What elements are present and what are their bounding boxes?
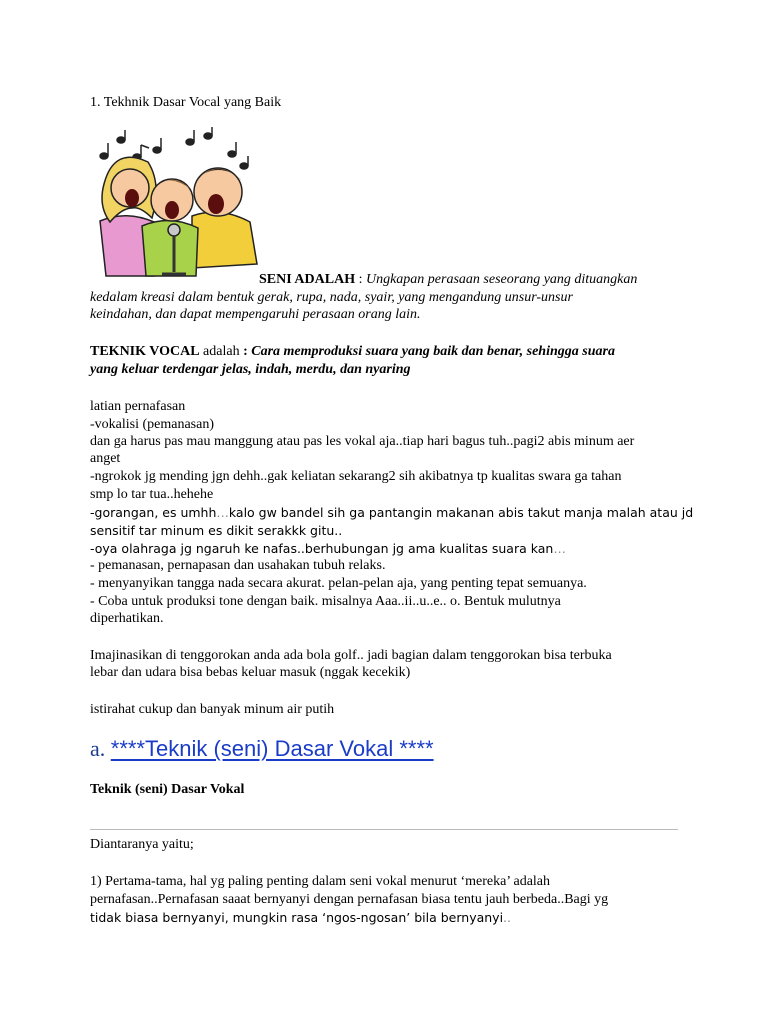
seni-label: SENI ADALAH [259,272,356,287]
tip-line [90,504,693,522]
tip-text: kalo gw bandel sih ga pantangin makanan abis takut manja malah atau jd [228,505,694,520]
ellipsis: … [553,541,566,556]
seni-line-3 [90,306,421,324]
tip-line: diperhatikan. [90,611,164,626]
ellipsis: … [216,505,229,520]
section-subheading [90,781,244,799]
singers-illustration [92,126,262,281]
tip-line [90,540,566,558]
teknik-colon: : [243,344,252,359]
paragraph-text: tidak biasa bernyanyi, mungkin rasa ‘ngos-ngosan’ bila bernyanyi [90,910,504,925]
tip-line: sensitif tar minum es dikit serakkk gitu.. [90,523,343,538]
tip-line: - Coba untuk produksi tone dengan baik. misalnya Aaa..ii..u..e.. o. Bentuk mulutnya [90,594,561,609]
seni-line-2 [90,289,573,307]
divider [90,829,678,830]
teknik-text-2: yang keluar terdengar jelas, indah, merdu, dan nyaring [90,362,411,377]
tip-line: - pemanasan, pernapasan dan usahakan tubuh relaks. [90,558,386,573]
seni-text-1: Ungkapan perasaan seseorang yang dituangkan [365,272,638,287]
page-title: 1. Tekhnik Dasar Vocal yang Baik [90,95,282,110]
seni-line-1 [259,271,637,289]
diantaranya-text: Diantaranya yaitu; [90,837,194,852]
teknik-line-2 [90,361,411,379]
paragraph-line: pernafasan..Pernafasan saaat bernyanyi dengan pernafasan biasa tentu jauh berbeda..Bagi yg [90,892,609,907]
teknik-label: TEKNIK VOCAL [90,344,200,359]
section-heading-link[interactable]: ****Teknik (seni) Dasar Vokal **** [110,736,434,761]
subheading-text: Teknik (seni) Dasar Vokal [90,782,245,797]
teknik-adalah: adalah [199,344,244,359]
teknik-text-1: Cara memproduksi suara yang baik dan benar, sehingga suara [251,344,615,359]
tip-line: lebar dan udara bisa bebas keluar masuk (nggak kecekik) [90,665,411,680]
tip-line: dan ga harus pas mau manggung atau pas les vokal aja..tiap hari bagus tuh..pagi2 abis minum aer [90,434,635,449]
tip-line: latian pernafasan [90,399,186,414]
ellipsis: .. [503,910,511,925]
tip-line: -ngrokok jg mending jgn dehh..gak keliatan sekarang2 sih akibatnya tp kualitas swara ga tahan [90,469,622,484]
tip-line: anget [90,451,121,466]
seni-colon: : [355,272,366,287]
paragraph-line [90,909,511,927]
teknik-line-1 [90,343,615,361]
paragraph-line: 1) Pertama-tama, hal yg paling penting dalam seni vokal menurut ‘mereka’ adalah [90,874,551,889]
seni-text-2: kedalam kreasi dalam bentuk gerak, rupa, nada, syair, yang mengandung unsur-unsur [90,290,573,305]
section-prefix: a. [90,736,111,761]
tip-line: istirahat cukup dan banyak minum air putih [90,702,335,717]
section-heading [90,735,434,763]
tip-line: smp lo tar tua..hehehe [90,487,214,502]
tip-line: -vokalisi (pemanasan) [90,417,215,432]
tip-line: Imajinasikan di tenggorokan anda ada bola golf.. jadi bagian dalam tenggorokan bisa terbuka [90,648,612,663]
tip-text: -gorangan, es umhh [90,505,217,520]
seni-text-3: keindahan, dan dapat mempengaruhi perasaan orang lain. [90,307,421,322]
tip-line: - menyanyikan tangga nada secara akurat. pelan-pelan aja, yang penting tepat semuanya. [90,576,587,591]
tip-text: -oya olahraga jg ngaruh ke nafas..berhubungan jg ama kualitas suara kan [90,541,554,556]
